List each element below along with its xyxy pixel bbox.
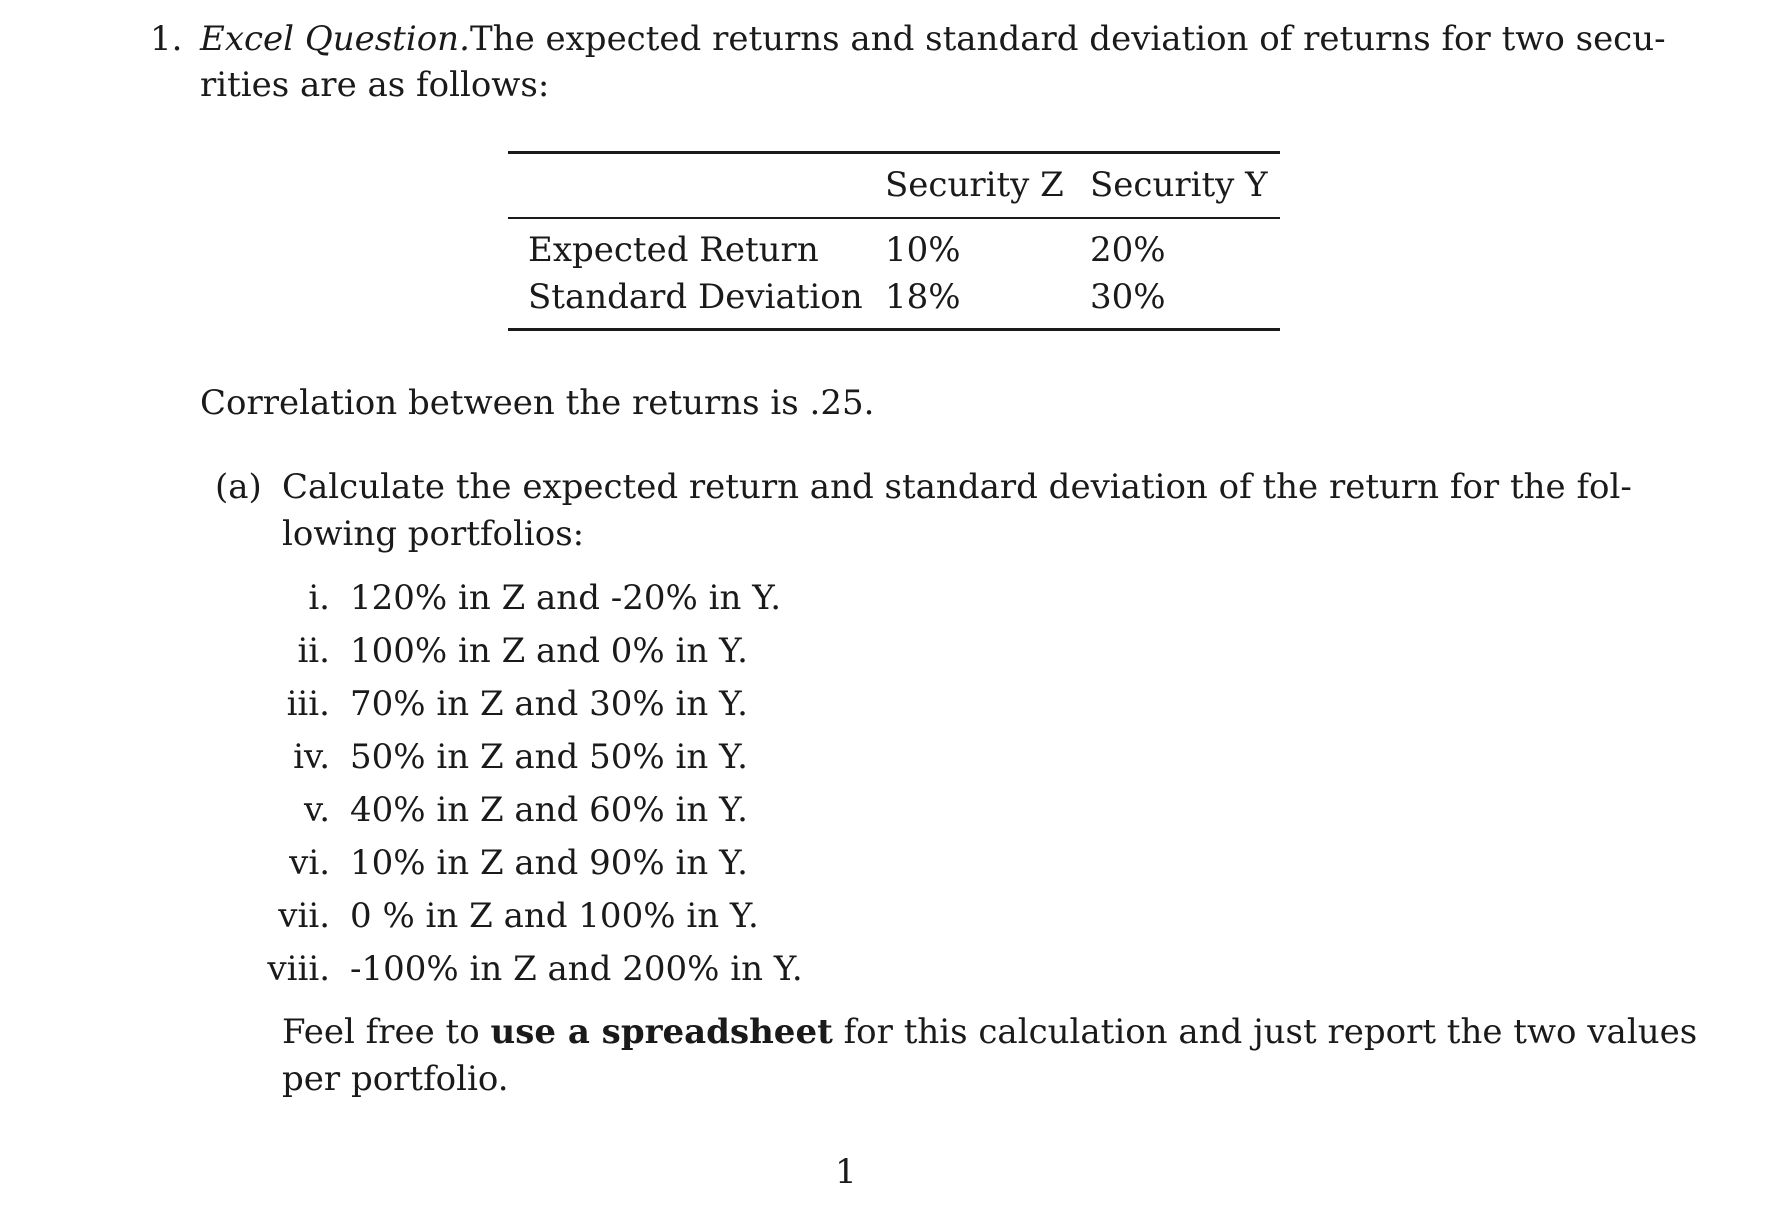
note-line1 xyxy=(282,1012,1698,1052)
table-cell-y: 20% xyxy=(1090,230,1166,270)
list-item-numeral: iv. xyxy=(293,737,330,777)
table-row-label: Standard Deviation xyxy=(528,277,863,317)
list-item: 40% in Z and 60% in Y. xyxy=(350,790,748,830)
table-header-rule xyxy=(508,217,1280,219)
page-number: 1 xyxy=(835,1152,857,1192)
list-item-numeral: i. xyxy=(308,578,330,618)
note-line2: per portfolio. xyxy=(282,1059,509,1099)
note-text-pre: Feel free to xyxy=(282,1012,491,1052)
list-item: 70% in Z and 30% in Y. xyxy=(350,684,748,724)
table-top-rule xyxy=(508,151,1280,154)
question-intro-line1: The expected returns and standard deviation of returns for two secu- xyxy=(470,19,1666,59)
table-row-label: Expected Return xyxy=(528,230,819,270)
part-a-text-line1: Calculate the expected return and standard deviation of the return for the fol- xyxy=(282,467,1632,507)
list-item: 100% in Z and 0% in Y. xyxy=(350,631,748,671)
note-text-bold: use a spreadsheet xyxy=(490,1012,833,1052)
question-number: 1. xyxy=(150,19,183,59)
list-item-numeral: v. xyxy=(304,790,330,830)
list-item: 0 % in Z and 100% in Y. xyxy=(350,896,759,936)
table-bottom-rule xyxy=(508,328,1280,331)
correlation-text: Correlation between the returns is .25. xyxy=(200,383,875,423)
list-item: 50% in Z and 50% in Y. xyxy=(350,737,748,777)
question-intro-line2: rities are as follows: xyxy=(200,65,550,105)
table-cell-z: 18% xyxy=(885,277,961,317)
list-item-numeral: viii. xyxy=(267,949,330,989)
part-a-text-line2: lowing portfolios: xyxy=(282,514,585,554)
list-item: 10% in Z and 90% in Y. xyxy=(350,843,748,883)
table-header-z: Security Z xyxy=(885,165,1064,205)
question-title: Excel Question. xyxy=(200,19,470,59)
note-text-post: for this calculation and just report the two values xyxy=(832,1012,1698,1052)
list-item-numeral: iii. xyxy=(286,684,330,724)
table-cell-z: 10% xyxy=(885,230,961,270)
table-cell-y: 30% xyxy=(1090,277,1166,317)
list-item-numeral: ii. xyxy=(297,631,330,671)
list-item-numeral: vi. xyxy=(289,843,330,883)
table-header-y: Security Y xyxy=(1090,165,1268,205)
part-a-label: (a) xyxy=(215,467,262,507)
list-item-numeral: vii. xyxy=(278,896,330,936)
list-item: -100% in Z and 200% in Y. xyxy=(350,949,803,989)
list-item: 120% in Z and -20% in Y. xyxy=(350,578,782,618)
